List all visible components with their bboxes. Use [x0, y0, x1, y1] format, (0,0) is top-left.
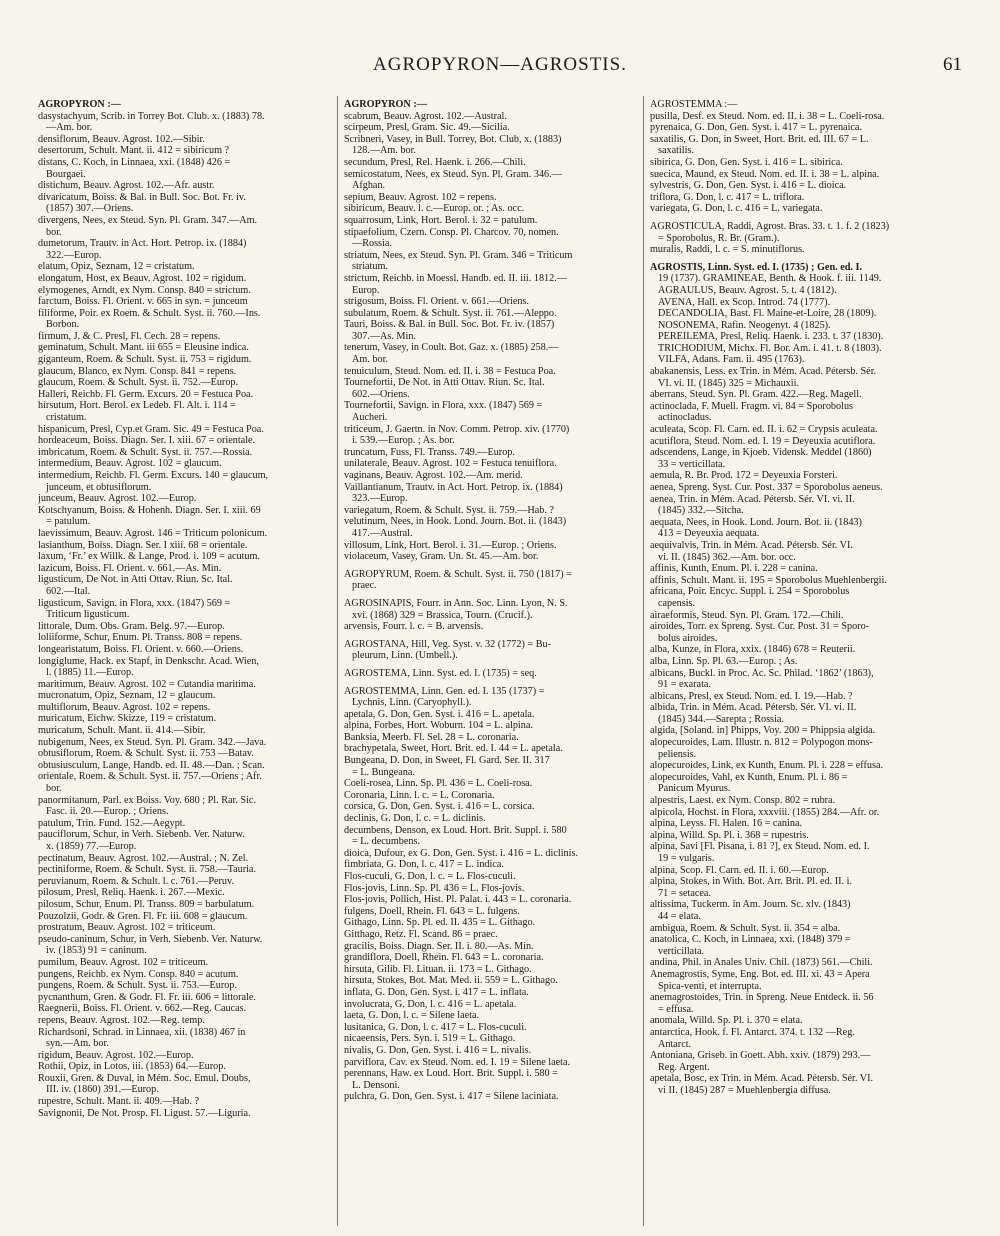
entry-line: Coronaria, Linn. l. c. = L. Coronaria.	[344, 789, 495, 801]
entry-line: alpina, Stokes, in With. Bot. Arr. Brit. Pl. ed. II. i.	[650, 876, 853, 888]
entry-line: nubigenum, Nees, ex Steud. Syn. Pl. Gram. 342.—Java.	[38, 736, 267, 748]
entry-line: nicaeensis, Pers. Syn. i. 519 = L. Githago.	[344, 1033, 516, 1045]
entry-line: tenerum, Vasey, in Coult. Bot. Gaz. x. (1885) 258.—	[344, 342, 559, 354]
entry-line: decumbens, Denson, ex Loud. Hort. Brit. Suppl. i. 580	[344, 824, 567, 836]
entry-line: AGRAULUS, Beauv. Agrost. 5. t. 4 (1812).	[658, 284, 837, 296]
entry-line: anomala, Willd. Sp. Pl. i. 370 = elata.	[650, 1015, 803, 1027]
entry-line: aemula, R. Br. Prod. 172 = Deyeuxia Forsteri.	[650, 470, 838, 482]
entry-line: desertorum, Schult. Mant. ii. 412 = sibiricum ?	[38, 145, 230, 157]
entry-line: altissima, Tuckerm. in Am. Journ. Sc. xlv. (1843)	[650, 899, 851, 911]
entry-line: semicostatum, Nees, ex Steud. Syn. Pl. Gram. 346.—	[344, 168, 562, 180]
entry-line: giganteum, Roem. & Schult. Syst. ii. 753 = rigidum.	[38, 354, 252, 366]
entry-line: laxum, ‘Fr.’ ex Willk. & Lange, Prod. i. 109 = acutum.	[38, 551, 260, 563]
page-number: 61	[943, 54, 962, 75]
entry-line: elongatum, Host, ex Beauv. Agrost. 102 = rigidum.	[38, 272, 247, 284]
entry-line: pilosum, Schur, Enum. Pl. Transs. 809 = barbulatum.	[38, 898, 255, 910]
entry-line: junceum, Beauv. Agrost. 102.—Europ.	[38, 493, 197, 505]
entry-line: Rothii, Opiz, in Lotos, iii. (1853) 64.—Europ.	[38, 1061, 226, 1073]
entry-line: ligusticum, De Not. in Atti Ottav. Riun. Sc. Ital.	[38, 574, 233, 586]
entry-line: l. (1885) 11.—Europ.	[46, 667, 134, 679]
entry-line: gracilis, Boiss. Diagn. Ser. II. i. 80.—As. Min.	[344, 940, 534, 952]
entry-line: sepium, Beauv. Agrost. 102 = repens.	[344, 191, 497, 203]
entry-line: apetala, Bosc, ex Trin. in Mém. Acad. Pétersb. Sér. VI.	[650, 1073, 874, 1085]
entry-line: albida, Trin. in Mém. Acad. Pétersb. Sér. VI. vi. II.	[650, 702, 857, 714]
entry-line: AVENA, Hall. ex Scop. Introd. 74 (1777).	[658, 296, 831, 308]
entry-line: iv. (1853) 91 = caninum.	[46, 945, 147, 957]
entry-line: rigidum, Beauv. Agrost. 102.—Europ.	[38, 1049, 194, 1061]
entry-line: (1857) 307.—Oriens.	[46, 203, 134, 215]
entry-line: alba, Linn. Sp. Pl. 63.—Europ. ; As.	[650, 655, 798, 667]
entry-line: villosum, Link, Hort. Berol. i. 31.—Europ. ; Oriens.	[344, 539, 557, 551]
entry-line: Reg. Argent.	[658, 1061, 710, 1073]
entry-line: striatum.	[352, 261, 388, 273]
entry-line: Spica-venti, et interrupta.	[658, 980, 762, 992]
entry-line: Raegnerii, Boiss. Fl. Orient. v. 662.—Reg. Caucas.	[38, 1003, 247, 1015]
entry-line: pectinatum, Beauv. Agrost. 102.—Austral. ; N. Zel.	[38, 852, 249, 864]
entry-line: verticillata.	[658, 945, 705, 957]
entry-line: alpina, Scop. Fl. Carn. ed. II. i. 60.—Europ.	[650, 864, 829, 876]
entry-line: 602.—Oriens.	[352, 388, 410, 400]
entry-line: firmum, J. & C. Presl, Fl. Cech. 28 = repens.	[38, 330, 221, 342]
entry-line: i. 539.—Europ. ; As. bor.	[352, 435, 455, 447]
entry-line: 91 = exarata.	[658, 679, 711, 691]
entry-line: prostratum, Beauv. Agrost. 102 = triticeum.	[38, 922, 216, 934]
entry-line: —Am. bor.	[46, 122, 93, 134]
entry-line: Aucheri.	[352, 412, 388, 424]
entry-line: Flos-cuculi, G. Don, l. c. = L. Flos-cuculi.	[344, 871, 516, 882]
text-column-3	[650, 99, 944, 1229]
entry-line: dasystachyum, Scrib. in Torrey Bot. Club. x. (1883) 78.	[38, 110, 265, 122]
entry-line: abakanensis, Less. ex Trin. in Mém. Acad. Pétersb. Sér.	[650, 366, 877, 378]
entry-line: junceum, et obtusiflorum.	[46, 481, 152, 493]
entry-line: stipaefolium, Czern. Consp. Pl. Charcov. 70, nomen.	[344, 226, 559, 238]
entry-line: 413 = Deyeuxia aequata.	[658, 528, 760, 540]
entry-line: pseudo-caninum, Schur, in Verh. Siebenb. Ver. Naturw.	[38, 933, 263, 945]
entry-line: glaucum, Blanco, ex Nym. Consp. 841 = repens.	[38, 365, 237, 377]
entry-line: scabrum, Beauv. Agrost. 102.—Austral.	[344, 110, 507, 122]
entry-line: 307.—As. Min.	[352, 330, 416, 342]
entry-line: anemagrostoides, Trin. in Spreng. Neue Entdeck. ii. 56	[650, 992, 874, 1004]
entry-line: actinocladus.	[658, 412, 712, 424]
entry-line: Kotschyanum, Boiss. & Hohenh. Diagn. Ser. I. xiii. 69	[38, 504, 261, 516]
entry-line: Triticum ligusticum.	[46, 609, 130, 621]
entry-line: Flos-jovis, Linn. Sp. Pl. 436 = L. Flos-jovis.	[344, 882, 525, 894]
page-header	[0, 50, 1000, 80]
entry-line: Pouzolzii, Godr. & Gren. Fl. Fr. iii. 608 = glaucum.	[38, 910, 248, 922]
entry-line: Antoniana, Griseb. in Goett. Abh. xxiv. (1879) 293.—	[650, 1050, 871, 1062]
entry-line: grandiflora, Doell, Rhein. Fl. 643 = L. coronaria.	[344, 952, 544, 964]
entry-line: pumilum, Beauv. Agrost. 102 = triticeum.	[38, 956, 209, 968]
entry-line: (1845) 332.—Sitcha.	[658, 505, 744, 517]
entry-line: sylvestris, G. Don, Gen. Syst. i. 416 = L. dioica.	[650, 180, 847, 192]
entry-line: AGROSTEMA, Linn. Syst. ed. I. (1735) = seq.	[344, 667, 537, 679]
entry-line: anatolica, C. Koch, in Linnaea, xxi. (1848) 379 =	[650, 934, 851, 946]
entry-line: ligusticum, Savign. in Flora, xxx. (1847) 569 =	[38, 597, 231, 609]
entry-line: arvensis, Fourr. l. c. = B. arvensis.	[344, 621, 484, 633]
entry-line: praec.	[352, 580, 377, 592]
entry-line: lasianthum, Boiss. Diagn. Ser. I xiii. 68 = orientale.	[38, 539, 248, 551]
entry-line: 417.—Austral.	[352, 527, 413, 539]
entry-line: peruvianum, Roem. & Schult. l. c. 761.—Peruv.	[38, 875, 234, 887]
text-column-1	[38, 99, 332, 1229]
entry-line: Halleri, Reichb. Fl. Germ. Excurs. 20 = Festuca Poa.	[38, 388, 254, 400]
entry-line: densiflorum, Beauv. Agrost. 102.—Sibir.	[38, 133, 205, 145]
entry-line: = L. decumbens.	[352, 836, 420, 848]
entry-line: Fasc. ii. 20.—Europ. ; Oriens.	[46, 806, 169, 818]
entry-line: fimbriata, G. Don, l. c. 417 = L. indica.	[344, 859, 504, 871]
entry-line: violaceum, Vasey, Gram. Un. St. 45.—Am. bor.	[344, 551, 539, 563]
entry-line: alpina, Leyss. Fl. Halen. 16 = canina.	[650, 818, 803, 830]
entry-line: AGROSTANA, Hill, Veg. Syst. v. 32 (1772) = Bu-	[344, 638, 551, 650]
entry-line: vi. II. (1845) 362.—Am. bor. occ.	[658, 551, 796, 563]
entry-line: Scribneri, Vasey, in Bull. Torrey, Bot. Club, x. (1883)	[344, 133, 562, 145]
entry-line: strigosum, Boiss. Fl. Orient. v. 661.—Oriens.	[344, 296, 529, 308]
entry-line: Richardsoni, Schrad. in Linnaea, xii. (1838) 467 in	[38, 1026, 246, 1038]
entry-line: xvi. (1868) 329 = Brassica, Tourn. (Crucif.).	[352, 609, 533, 621]
entry-line: saxatilis, G. Don, in Sweet, Hort. Brit. ed. III. 67 = L.	[650, 133, 869, 145]
entry-line: africana, Poir. Encyc. Suppl. i. 254 = Sporobolus	[650, 586, 850, 598]
entry-line: farctum, Boiss. Fl. Orient. v. 665 in syn. = junceum	[38, 296, 248, 308]
entry-line: scirpeum, Presl, Gram. Sic. 49.—Sicilia.	[344, 122, 510, 134]
entry-line: obtusiflorum, Roem. & Schult. Syst. ii. 753 —Batav.	[38, 748, 254, 760]
entry-line: AGROPYRUM, Roem. & Schult. Syst. ii. 750 (1817) =	[344, 568, 572, 580]
entry-line: Panicum Myurus.	[658, 783, 731, 795]
entry-line: aberrans, Steud. Syn. Pl. Gram. 422.—Reg. Magell.	[650, 389, 862, 401]
entry-line: Savignonii, De Not. Prosp. Fl. Ligust. 57.—Liguria.	[38, 1107, 251, 1119]
entry-line: 19 = vulgaris.	[658, 853, 715, 864]
entry-line: intermedium, Reichb. Fl. Germ. Excurs. 140 = glaucum,	[38, 470, 269, 481]
entry-line: affinis, Schult. Mant. ii. 195 = Sporobolus Muehlenbergii.	[650, 574, 887, 586]
entry-line: Vaillantianum, Trautv. in Act. Hort. Petrop. ix. (1884)	[344, 481, 563, 493]
entry-line: = L. Bungeana.	[352, 766, 415, 778]
entry-line: actinoclada, F. Muell. Fragm. vi. 84 = Sporobolus	[650, 400, 853, 412]
entry-line: declinis, G. Don, l. c. = L. diclinis.	[344, 813, 486, 825]
entry-line: syn.—Am. bor.	[46, 1038, 109, 1050]
entry-line: repens, Beauv. Agrost. 102.—Reg. temp.	[38, 1014, 205, 1026]
entry-line: 602.—Ital.	[46, 585, 91, 597]
entry-line: parviflora, Cav. ex Steud. Nom. ed. I. 19 = Silene laeta.	[344, 1056, 571, 1068]
entry-line: pyrenaica, G. Don, Gen. Syst. i. 417 = L. pyrenaica.	[650, 122, 862, 134]
entry-line: hirsuta, Gilib. Fl. Lituan. ii. 173 = L. Githago.	[344, 963, 532, 975]
entry-line: capensis.	[658, 597, 696, 609]
entry-line: distans, C. Koch, in Linnaea, xxi. (1848) 426 =	[38, 156, 231, 168]
entry-line: striatum, Nees, ex Steud. Syn. Pl. Gram. 346 = Triticum	[344, 249, 573, 261]
entry-line: Bourgaei.	[46, 168, 86, 180]
entry-line: divaricatum, Boiss. & Bal. in Bull. Soc. Bot. Fr. iv.	[38, 191, 246, 203]
entry-line: nivalis, G. Don, Gen. Syst. i. 416 = L. nivalis.	[344, 1044, 532, 1056]
entry-line: rupestre, Schult. Mant. ii. 409.—Hab. ?	[38, 1096, 199, 1108]
entry-line: secundum, Presl, Rel. Haenk. i. 266.—Chili.	[344, 156, 526, 168]
entry-line: elatum, Opiz, Seznam, 12 = cristatum.	[38, 261, 195, 273]
entry-line: littorale, Dum. Obs. Gram. Belg. 97.—Europ.	[38, 620, 225, 632]
entry-line: strictum, Reichb. in Moessl. Handb. ed. II. iii. 1812.—	[344, 272, 567, 284]
entry-line: muralis, Raddi, l. c. = S. minutiflorus.	[650, 244, 805, 256]
entry-line: Tournefortii, Savign. in Flora, xxx. (1847) 569 =	[344, 400, 543, 412]
entry-line: alpina, Forbes, Hort. Woburn. 104 = L. alpina.	[344, 720, 533, 732]
entry-line: DECANDOLIA, Bast. Fl. Maine-et-Loire, 28 (1809).	[658, 308, 877, 320]
entry-line: Afghan.	[352, 180, 386, 192]
entry-line: subulatum, Roem. & Schult. Syst. ii. 761.—Aleppo.	[344, 307, 557, 319]
entry-line: = Sporobolus, R. Br. (Gram.).	[658, 232, 780, 244]
entry-line: AGROPYRON :—	[38, 99, 121, 110]
entry-line: Rouxii, Gren. & Duval, in Mém. Soc. Emul. Doubs,	[38, 1072, 251, 1084]
entry-line: = effusa.	[658, 1003, 694, 1015]
entry-line: panormitanum, Parl. ex Boiss. Voy. 680 ; Pl. Rar. Sic.	[38, 794, 256, 806]
entry-line: unilaterale, Beauv. Agrost. 102 = Festuca tenuiflora.	[344, 458, 557, 470]
entry-line: patulum, Trin. Fund. 152.—Aegypt.	[38, 817, 186, 829]
entry-line: multiflorum, Beauv. Agrost. 102 = repens.	[38, 701, 211, 713]
entry-line: airaeformis, Steud. Syn. Pl. Gram. 172.—Chili.	[650, 609, 844, 621]
entry-line: 128.—Am. bor.	[352, 145, 416, 157]
entry-line: AGROSINAPIS, Fourr. in Ann. Soc. Linn. Lyon, N. S.	[344, 597, 568, 609]
entry-line: hispanicum, Presl, Cyp.et Gram. Sic. 49 = Festuca Poa.	[38, 423, 264, 435]
entry-line: pusilla, Desf. ex Steud. Nom. ed. II. i. 38 = L. Coeli-rosa.	[650, 110, 885, 122]
entry-line: VILFA, Adans. Fam. ii. 495 (1763).	[658, 354, 805, 366]
entry-line: 19 (1737). GRAMINEAE, Benth. & Hook. f. iii. 1149.	[658, 273, 882, 285]
entry-line: laeta, G. Don, l. c. = Silene laeta.	[344, 1010, 480, 1022]
entry-line: obtusiusculum, Lange, Handb. ed. II. 48.—Dan. ; Scan.	[38, 759, 265, 771]
entry-line: variegatum, Roem. & Schult. Syst. ii. 759.—Hab. ?	[344, 504, 554, 516]
entry-line: antarctica, Hook. f. Fl. Antarct. 374. t. 132 —Reg.	[650, 1026, 855, 1038]
entry-line: brachypetala, Sweet, Hort. Brit. ed. I. 44 = L. apetala.	[344, 743, 563, 755]
entry-line: Githago, Linn. Sp. Pl. ed. II. 435 = L. Githago.	[344, 917, 536, 929]
entry-line: maritimum, Beauv. Agrost. 102 = Cutandia maritima.	[38, 678, 256, 690]
entry-line: corsica, G. Don, Gen. Syst. i. 416 = L. corsica.	[344, 801, 535, 813]
entry-line: x. (1859) 77.—Europ.	[46, 841, 137, 852]
entry-line: aenea, Trin. in Mém. Acad. Pétersb. Sér. VI. vi. II.	[650, 493, 855, 505]
entry-line: mucronatum, Opiz, Seznam, 12 = glaucum.	[38, 690, 216, 702]
entry-line: inflata, G. Don, Gen. Syst. i. 417 = L. inflata.	[344, 986, 529, 998]
entry-line: Gitthago, Retz. Fl. Scand. 86 = praec.	[344, 928, 498, 940]
entry-line: hordeaceum, Boiss. Diagn. Ser. I. xiii. 67 = orientale.	[38, 435, 256, 447]
entry-line: alopecuroides, Link, ex Kunth, Enum. Pl. i. 228 = effusa.	[650, 760, 884, 772]
entry-line: distichum, Beauv. Agrost. 102.—Afr. austr.	[38, 180, 215, 192]
entry-line: 322.—Europ.	[46, 249, 102, 261]
entry-line: alpina, Willd. Sp. Pl. i. 368 = rupestris.	[650, 829, 809, 841]
entry-line: AGROSTEMMA, Linn. Gen. ed. I. 135 (1737) =	[344, 685, 545, 697]
entry-line: squarrosum, Link, Hort. Berol. i. 32 = patulum.	[344, 214, 538, 226]
entry-line: longiglume, Hack. ex Stapf, in Denkschr. Acad. Wien,	[38, 655, 259, 667]
entry-line: intermedium, Beauv. Agrost. 102 = glaucum.	[38, 458, 222, 470]
entry-line: 33 = verticillata.	[658, 458, 726, 470]
entry-line: triticeum, J. Gaertn. in Nov. Comm. Petrop. xiv. (1770)	[344, 423, 570, 435]
entry-line: vi II. (1845) 287 = Muehlenbergia diffusa.	[658, 1084, 831, 1096]
entry-line: alpicola, Hochst. in Flora, xxxviii. (1855) 284.—Afr. or.	[650, 806, 880, 818]
entry-line: 323.—Europ.	[352, 493, 408, 505]
entry-line: sibiricum, Beauv. l. c.—Europ. or. ; As. occ.	[344, 203, 525, 215]
entry-line: pectiniforme, Roem. & Schult. Syst. ii. 758.—Tauria.	[38, 864, 257, 876]
entry-line: Banksia, Meerb. Fl. Sel. 28 = L. coronaria.	[344, 731, 519, 743]
entry-line: algida, [Soland. in] Phipps, Voy. 200 = Phippsia algida.	[650, 725, 876, 737]
entry-line: Am. bor.	[352, 354, 388, 366]
entry-line: alopecuroides, Lam. Illustr. n. 812 = Polypogon mons-	[650, 737, 873, 749]
entry-line: 71 = setacea.	[658, 887, 711, 899]
entry-line: TRICHODIUM, Michx. Fl. Bor. Am. i. 41. t. 8 (1803).	[658, 342, 882, 354]
entry-line: geminatum, Schult. Mant. iii 655 = Eleusine indica.	[38, 342, 249, 354]
entry-line: albicans, Presl, ex Steud. Nom. ed. I. 19.—Hab. ?	[650, 690, 853, 702]
entry-line: vaginans, Beauv. Agrost. 102.—Am. merid.	[344, 470, 523, 481]
entry-line: andina, Phil. in Anales Univ. Chil. (1873) 561.—Chili.	[650, 957, 873, 969]
entry-line: airoides, Torr. ex Spreng. Syst. Cur. Post. 31 = Sporo-	[650, 621, 870, 633]
entry-line: VI. vi. II. (1845) 325 = Michauxii.	[658, 377, 799, 389]
entry-line: bor.	[46, 783, 62, 795]
entry-line: pulchra, G. Don, Gen. Syst. i. 417 = Silene laciniata.	[344, 1091, 559, 1103]
entry-line: hirsuta, Stokes, Bot. Mat. Med. ii. 559 = L. Githago.	[344, 975, 558, 987]
entry-line: (1845) 344.—Sarepta ; Rossia.	[658, 713, 784, 725]
entry-line: Antarct.	[658, 1038, 692, 1050]
entry-line: pauciflorum, Schur, in Verh. Siebenb. Ver. Naturw.	[38, 829, 245, 841]
entry-line: AGROSTICULA, Raddi, Agrost. Bras. 33. t. 1. f. 2 (1823)	[650, 220, 890, 232]
page-title: AGROPYRON—AGROSTIS.	[373, 54, 627, 75]
entry-line: suecica, Maund, ex Steud. Nom. ed. II. i. 38 = L. alpina.	[650, 168, 880, 180]
entry-line: Borbon.	[46, 319, 80, 331]
entry-line: fulgens, Doell, Rhein. Fl. 643 = L. fulgens.	[344, 905, 520, 917]
entry-line: velutinum, Nees, in Hook. Lond. Journ. Bot. ii. (1843)	[344, 516, 567, 528]
entry-line: hirsutum, Hort. Berol. ex Ledeb. Fl. Alt. i. 114 =	[38, 400, 236, 412]
entry-line: Anemagrostis, Syme, Eng. Bot. ed. III. xi. 43 = Apera	[650, 968, 870, 980]
entry-line: aculeata, Scop. Fl. Carn. ed. II. i. 62 = Crypsis aculeata.	[650, 424, 878, 436]
entry-line: apetala, G. Don, Gen. Syst. i. 416 = L. apetala.	[344, 708, 535, 720]
entry-line: sibirica, G. Don, Gen. Syst. i. 416 = L. sibirica.	[650, 156, 843, 168]
entry-line: pycnanthum, Gren. & Godr. Fl. Fr. iii. 606 = littorale.	[38, 991, 256, 1003]
entry-line: longearistatum, Boiss. Fl. Orient. v. 660.—Oriens.	[38, 643, 244, 655]
entry-line: orientale, Roem. & Schult. Syst. ii. 757.—Oriens ; Afr.	[38, 771, 262, 783]
entry-line: NOSONEMA, Rafin. Neogenyt. 4 (1825).	[658, 319, 831, 331]
entry-line: bolus airoides.	[658, 632, 718, 644]
entry-line: peliensis.	[658, 748, 697, 760]
entry-line: AGROPYRON :—	[344, 99, 427, 110]
entry-line: Lychnis, Linn. (Caryophyll.).	[352, 697, 472, 709]
entry-line: affinis, Kunth, Enum. Pl. i. 228 = canina.	[650, 563, 818, 575]
entry-line: PEREILEMA, Presl, Reliq. Haenk. i. 233. t. 37 (1830).	[658, 331, 884, 343]
column-divider	[337, 96, 338, 1226]
entry-line: imbricatum, Roem. & Schult. Syst. ii. 757.—Rossia.	[38, 446, 253, 458]
entry-line: saxatilis.	[658, 145, 694, 157]
entry-line: adscendens, Lange, in Kjoeb. Vidensk. Meddel (1860)	[650, 447, 872, 459]
entry-line: aequata, Nees, in Hook. Lond. Journ. Bot. ii. (1843)	[650, 516, 862, 528]
entry-line: pungens, Reichb. ex Nym. Consp. 840 = acutum.	[38, 968, 239, 980]
entry-line: filiforme, Poir. ex Roem. & Schult. Syst. ii. 760.—Ins.	[38, 307, 261, 319]
entry-line: truncatum, Fuss, Fl. Transs. 749.—Europ.	[344, 446, 515, 458]
entry-line: loliiforme, Schur, Enum. Pl. Transs. 808 = repens.	[38, 632, 243, 644]
entry-line: perennans, Haw. ex Loud. Hort. Brit. Suppl. i. 580 =	[344, 1068, 558, 1080]
entry-line: = patulum.	[46, 516, 91, 528]
entry-line: AGROSTEMMA :—	[650, 99, 738, 110]
entry-line: alpina, Savi [Fl. Pisana, i. 81 ?], ex Steud. Nom. ed. I.	[650, 841, 870, 853]
entry-line: alopecuroides, Vahl, ex Kunth, Enum. Pl. i. 86 =	[650, 771, 848, 783]
entry-line: Tauri, Boiss. & Bal. in Bull. Soc. Bot. Fr. iv. (1857)	[344, 319, 555, 331]
entry-line: III. iv. (1860) 391.—Europ.	[46, 1084, 159, 1096]
entry-line: glaucum, Roem. & Schult. Syst. ii. 752.—Europ.	[38, 377, 239, 389]
entry-line: pungens, Roem. & Schult. Syst. ii. 753.—Europ.	[38, 980, 237, 992]
entry-line: AGROSTIS, Linn. Syst. ed. I. (1735) ; Gen. ed. I.	[650, 261, 862, 273]
entry-line: involucrata, G. Don, l. c. 416 = L. apetala.	[344, 998, 517, 1010]
entry-line: divergens, Nees, ex Steud. Syn. Pl. Gram. 347.—Am.	[38, 214, 258, 226]
entry-line: albicans, Buckl. in Proc. Ac. Sc. Philad. ‘1862’ (1863),	[650, 667, 874, 679]
entry-line: dioica, Dufour, ex G. Don, Gen. Syst. i. 416 = L. diclinis.	[344, 847, 578, 859]
entry-line: Tournefortii, De Not. in Atti Ottav. Riun. Sc. Ital.	[344, 377, 545, 389]
entry-line: lazicum, Boiss. Fl. Orient. v. 661.—As. Min.	[38, 562, 222, 574]
entry-line: elymogenes, Arndt, ex Nym. Consp. 840 = strictum.	[38, 284, 251, 296]
entry-line: cristatum.	[46, 412, 87, 424]
entry-line: muricatum, Schult. Mant. ii. 414.—Sibir.	[38, 725, 206, 737]
entry-line: alpestris, Laest. ex Nym. Consp. 802 = rubra.	[650, 795, 836, 807]
entry-line: aequivalvis, Trin. in Mém. Acad. Pétersb. Sér. VI.	[650, 539, 853, 551]
entry-line: ambigua, Roem. & Schult. Syst. ii. 354 = alba.	[650, 922, 841, 934]
entry-line: pilosum, Presl, Reliq. Haenk. i. 267.—Mexic.	[38, 887, 225, 899]
entry-line: pleurum, Linn. (Umbell.).	[352, 650, 458, 662]
entry-line: bor.	[46, 226, 62, 238]
entry-line: alba, Kunze, in Flora, xxix. (1846) 678 = Reuterii.	[650, 644, 856, 656]
entry-line: —Rossia.	[352, 238, 392, 250]
entry-line: Bungeana, D. Don, in Sweet, Fl. Gard. Ser. II. 317	[344, 755, 550, 767]
entry-line: tenuiculum, Steud. Nom. ed. II. i. 38 = Festuca Poa.	[344, 365, 556, 377]
entry-line: laevissimum, Beauv. Agrost. 146 = Triticum polonicum.	[38, 527, 268, 539]
entry-line: lusitanica, G. Don, l. c. 417 = L. Flos-cuculi.	[344, 1021, 527, 1033]
entry-line: triflora, G. Don, l. c. 417 = L. triflora.	[650, 191, 805, 203]
entry-line: aenea, Spreng. Syst. Cur. Post. 337 = Sporobolus aeneus.	[650, 482, 883, 493]
text-column-2	[344, 99, 638, 1229]
entry-line: Flos-jovis, Pollich, Hist. Pl. Palat. i. 443 = L. coronaria.	[344, 894, 572, 906]
entry-line: L. Densoni.	[352, 1079, 400, 1091]
column-divider	[643, 96, 644, 1226]
entry-line: acutiflora, Steud. Nom. ed. I. 19 = Deyeuxia acutiflora.	[650, 435, 876, 447]
entry-line: dumetorum, Trautv. in Act. Hort. Petrop. ix. (1884)	[38, 238, 247, 250]
entry-line: muricatum, Eichw. Skizze, 119 = cristatum.	[38, 713, 217, 725]
entry-line: Europ.	[352, 284, 380, 296]
entry-line: Coeli-rosea, Linn. Sp. Pl. 436 = L. Coeli-rosa.	[344, 778, 533, 790]
entry-line: 44 = elata.	[658, 910, 701, 922]
entry-line: variegata, G. Don, l. c. 416 = L. variegata.	[650, 203, 823, 215]
